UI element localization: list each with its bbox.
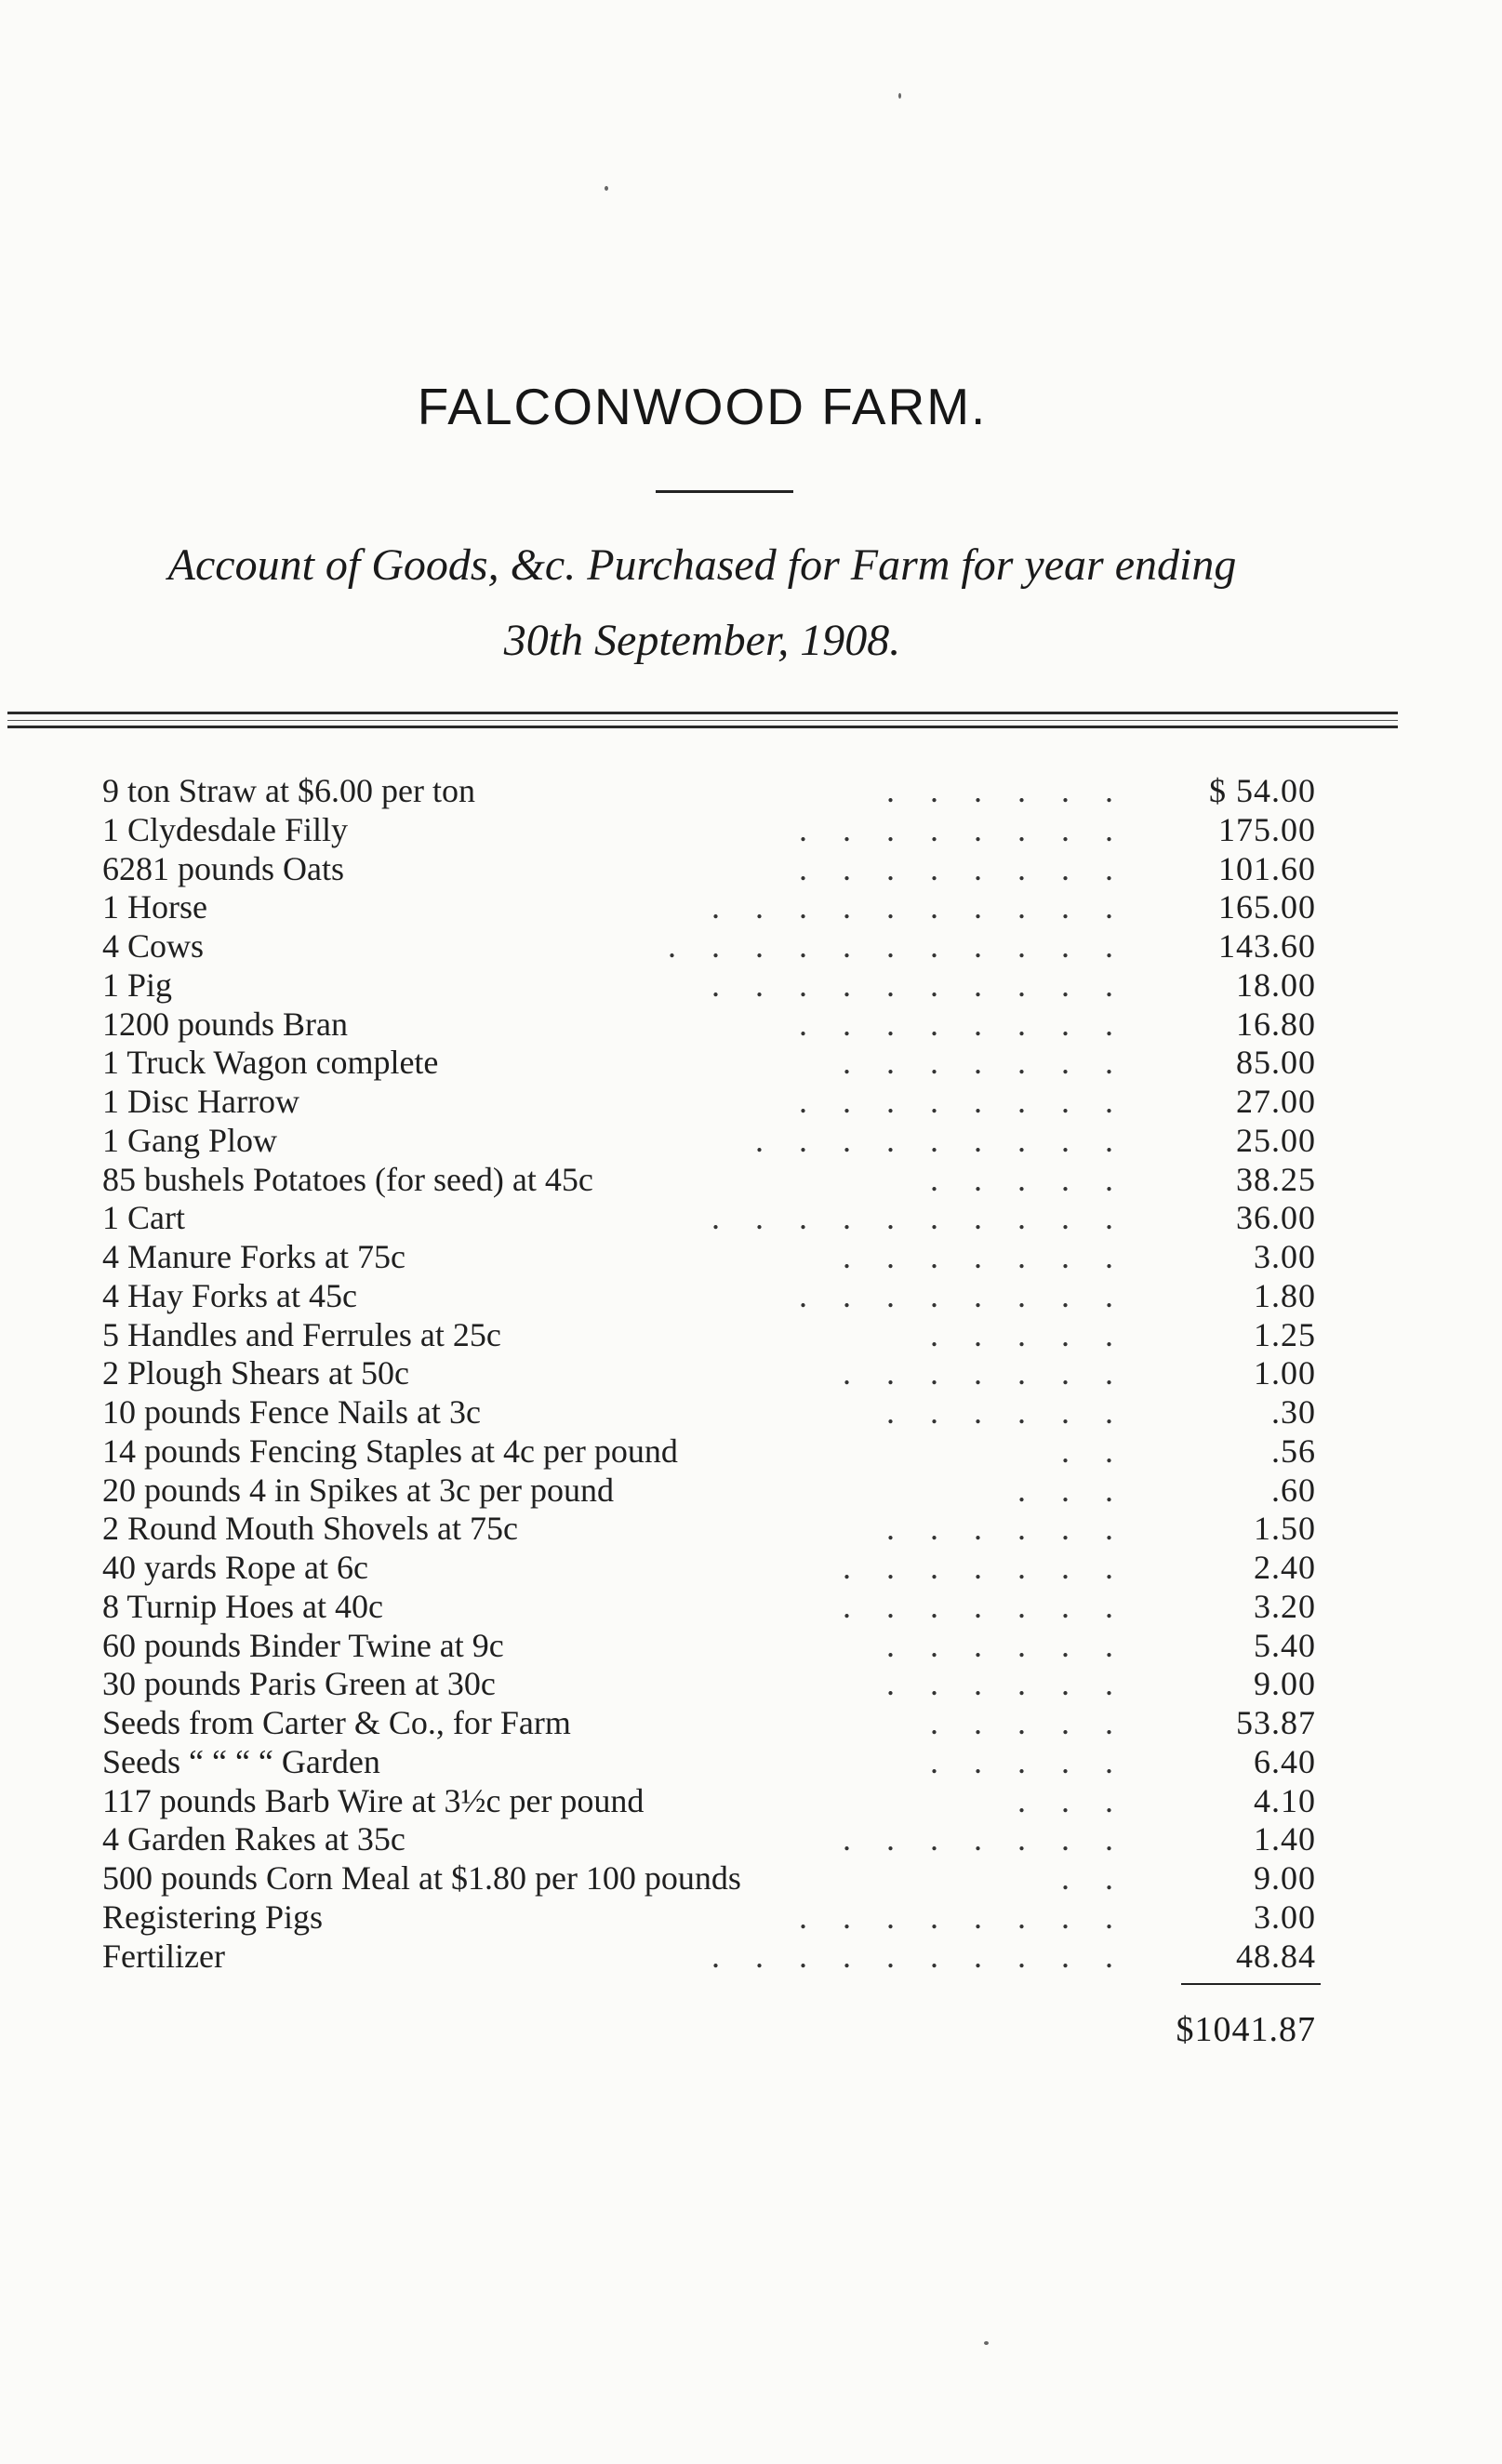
title-rule bbox=[656, 490, 793, 493]
item-amount: 101.60 bbox=[1218, 849, 1316, 887]
dot-leader: .......... bbox=[711, 966, 1149, 1004]
item-amount: 4.10 bbox=[1254, 1781, 1316, 1819]
dot-leader: ....... bbox=[843, 1549, 1149, 1586]
item-amount: 3.20 bbox=[1254, 1587, 1316, 1625]
item-row bbox=[102, 1859, 1316, 1898]
item-amount: 3.00 bbox=[1254, 1898, 1316, 1936]
item-amount: 1.25 bbox=[1254, 1315, 1316, 1353]
double-rule bbox=[7, 712, 1398, 728]
item-amount: 9.00 bbox=[1254, 1665, 1316, 1703]
item-description: 1 Truck Wagon complete bbox=[102, 1044, 439, 1082]
item-amount: .60 bbox=[1271, 1471, 1316, 1509]
item-row bbox=[102, 1006, 1316, 1045]
item-description: 4 Garden Rakes at 35c bbox=[102, 1820, 405, 1858]
item-row bbox=[102, 1627, 1316, 1666]
item-description: 1 Pig bbox=[102, 966, 173, 1004]
item-description: Fertilizer bbox=[102, 1937, 225, 1975]
item-description: Seeds from Carter & Co., for Farm bbox=[102, 1704, 571, 1741]
item-amount: 1.80 bbox=[1254, 1276, 1316, 1314]
item-row bbox=[102, 1743, 1316, 1782]
item-amount: 1.40 bbox=[1254, 1820, 1316, 1858]
dot-leader: ........ bbox=[799, 1083, 1149, 1120]
item-description: 60 pounds Binder Twine at 9c bbox=[102, 1626, 504, 1664]
item-amount: 36.00 bbox=[1236, 1199, 1316, 1237]
item-row bbox=[102, 850, 1316, 889]
sum-rule bbox=[1181, 1983, 1321, 1985]
dot-leader: .......... bbox=[711, 1199, 1149, 1237]
dot-leader: ..... bbox=[930, 1742, 1149, 1780]
dot-leader: ...... bbox=[886, 1510, 1149, 1548]
dot-leader: ........ bbox=[799, 1005, 1149, 1043]
item-row bbox=[102, 1044, 1316, 1083]
item-description: 2 Round Mouth Shovels at 75c bbox=[102, 1510, 518, 1548]
dot-leader: ...... bbox=[886, 1626, 1149, 1664]
dot-leader: .. bbox=[1061, 1432, 1149, 1470]
item-description: 4 Cows bbox=[102, 927, 205, 965]
dot-leader: ...... bbox=[886, 772, 1149, 809]
item-description: 8 Turnip Hoes at 40c bbox=[102, 1587, 384, 1625]
dot-leader: ... bbox=[1017, 1781, 1149, 1819]
item-description: 117 pounds Barb Wire at 3½c per pound bbox=[102, 1781, 645, 1819]
item-row bbox=[102, 1161, 1316, 1200]
dot-leader: .......... bbox=[711, 1937, 1149, 1975]
item-amount: 85.00 bbox=[1236, 1044, 1316, 1082]
item-row bbox=[102, 888, 1316, 927]
item-row bbox=[102, 1510, 1316, 1549]
item-amount: 16.80 bbox=[1236, 1005, 1316, 1043]
dot-leader: .. bbox=[1061, 1859, 1149, 1897]
item-description: Seeds “ “ “ “ Garden bbox=[102, 1742, 380, 1780]
item-description: 2 Plough Shears at 50c bbox=[102, 1354, 409, 1392]
item-row bbox=[102, 927, 1316, 966]
item-description: 1 Disc Harrow bbox=[102, 1083, 299, 1120]
total-amount: $1041.87 bbox=[1176, 2010, 1316, 2049]
item-amount: 5.40 bbox=[1254, 1626, 1316, 1664]
item-row bbox=[102, 1083, 1316, 1122]
item-amount: 27.00 bbox=[1236, 1083, 1316, 1120]
item-amount: 143.60 bbox=[1218, 927, 1316, 965]
item-description: 10 pounds Fence Nails at 3c bbox=[102, 1393, 481, 1431]
item-amount: 165.00 bbox=[1218, 888, 1316, 926]
item-description: 1 Gang Plow bbox=[102, 1121, 277, 1159]
item-row bbox=[102, 1665, 1316, 1704]
item-description: 30 pounds Paris Green at 30c bbox=[102, 1665, 496, 1703]
item-description: 40 yards Rope at 6c bbox=[102, 1549, 368, 1586]
item-amount: .56 bbox=[1271, 1432, 1316, 1470]
item-row bbox=[102, 1238, 1316, 1277]
item-description: 5 Handles and Ferrules at 25c bbox=[102, 1315, 501, 1353]
item-row bbox=[102, 1316, 1316, 1355]
item-amount: 18.00 bbox=[1236, 966, 1316, 1004]
item-row bbox=[102, 1393, 1316, 1432]
subtitle-line-2: 30th September, 1908. bbox=[503, 616, 901, 665]
dot-leader: ...... bbox=[886, 1665, 1149, 1703]
dot-leader: ........... bbox=[668, 927, 1149, 965]
item-amount: 3.00 bbox=[1254, 1238, 1316, 1275]
dot-leader: ........ bbox=[799, 849, 1149, 887]
item-row bbox=[102, 1432, 1316, 1472]
item-row bbox=[102, 1122, 1316, 1161]
dot-leader: .......... bbox=[711, 888, 1149, 926]
item-row bbox=[102, 1782, 1316, 1821]
item-description: 20 pounds 4 in Spikes at 3c per pound bbox=[102, 1471, 614, 1509]
item-description: 4 Hay Forks at 45c bbox=[102, 1276, 357, 1314]
dot-leader: ....... bbox=[843, 1820, 1149, 1858]
paper-speck bbox=[605, 186, 608, 191]
item-amount: 38.25 bbox=[1236, 1160, 1316, 1198]
item-amount: 1.50 bbox=[1254, 1510, 1316, 1548]
item-row bbox=[102, 1472, 1316, 1511]
item-amount: 25.00 bbox=[1236, 1121, 1316, 1159]
dot-leader: ..... bbox=[930, 1704, 1149, 1741]
item-amount: 6.40 bbox=[1254, 1742, 1316, 1780]
item-row bbox=[102, 811, 1316, 850]
item-row bbox=[102, 966, 1316, 1006]
dot-leader: ... bbox=[1017, 1471, 1149, 1509]
dot-leader: ...... bbox=[886, 1393, 1149, 1431]
dot-leader: ........ bbox=[799, 810, 1149, 848]
paper-speck bbox=[984, 2341, 989, 2345]
dot-leader: ..... bbox=[930, 1315, 1149, 1353]
dot-leader: ........ bbox=[799, 1898, 1149, 1936]
dot-leader: ....... bbox=[843, 1044, 1149, 1082]
item-amount: .30 bbox=[1271, 1393, 1316, 1431]
item-amount: $ 54.00 bbox=[1209, 772, 1316, 809]
item-description: 1 Horse bbox=[102, 888, 207, 926]
paper-speck bbox=[898, 93, 901, 99]
item-amount: 48.84 bbox=[1236, 1937, 1316, 1975]
dot-leader: ......... bbox=[755, 1121, 1149, 1159]
item-amount: 2.40 bbox=[1254, 1549, 1316, 1586]
item-row bbox=[102, 1277, 1316, 1316]
dot-leader: ....... bbox=[843, 1238, 1149, 1275]
item-row bbox=[102, 1588, 1316, 1627]
subtitle-line-1: Account of Goods, &c. Purchased for Farm for year ending bbox=[167, 540, 1237, 590]
item-row bbox=[102, 1704, 1316, 1743]
item-description: 1 Cart bbox=[102, 1199, 185, 1237]
item-amount: 53.87 bbox=[1236, 1704, 1316, 1741]
item-description: 14 pounds Fencing Staples at 4c per pound bbox=[102, 1432, 678, 1470]
dot-leader: ....... bbox=[843, 1354, 1149, 1392]
item-row bbox=[102, 1199, 1316, 1238]
item-description: 6281 pounds Oats bbox=[102, 849, 344, 887]
item-amount: 9.00 bbox=[1254, 1859, 1316, 1897]
dot-leader: ....... bbox=[843, 1587, 1149, 1625]
item-row bbox=[102, 1549, 1316, 1588]
items-list bbox=[102, 772, 1316, 1976]
item-row bbox=[102, 772, 1316, 811]
item-amount: 175.00 bbox=[1218, 810, 1316, 848]
item-description: Registering Pigs bbox=[102, 1898, 324, 1936]
dot-leader: ........ bbox=[799, 1276, 1149, 1314]
item-description: 1 Clydesdale Filly bbox=[102, 810, 348, 848]
item-row bbox=[102, 1938, 1316, 1977]
item-row bbox=[102, 1898, 1316, 1938]
item-description: 85 bushels Potatoes (for seed) at 45c bbox=[102, 1160, 593, 1198]
page-title: FALCONWOOD FARM. bbox=[417, 378, 988, 435]
item-description: 1200 pounds Bran bbox=[102, 1005, 348, 1043]
item-row bbox=[102, 1820, 1316, 1859]
item-description: 500 pounds Corn Meal at $1.80 per 100 pounds bbox=[102, 1859, 741, 1897]
item-description: 9 ton Straw at $6.00 per ton bbox=[102, 772, 475, 809]
dot-leader: ..... bbox=[930, 1160, 1149, 1198]
item-description: 4 Manure Forks at 75c bbox=[102, 1238, 405, 1275]
item-amount: 1.00 bbox=[1254, 1354, 1316, 1392]
item-row bbox=[102, 1354, 1316, 1393]
